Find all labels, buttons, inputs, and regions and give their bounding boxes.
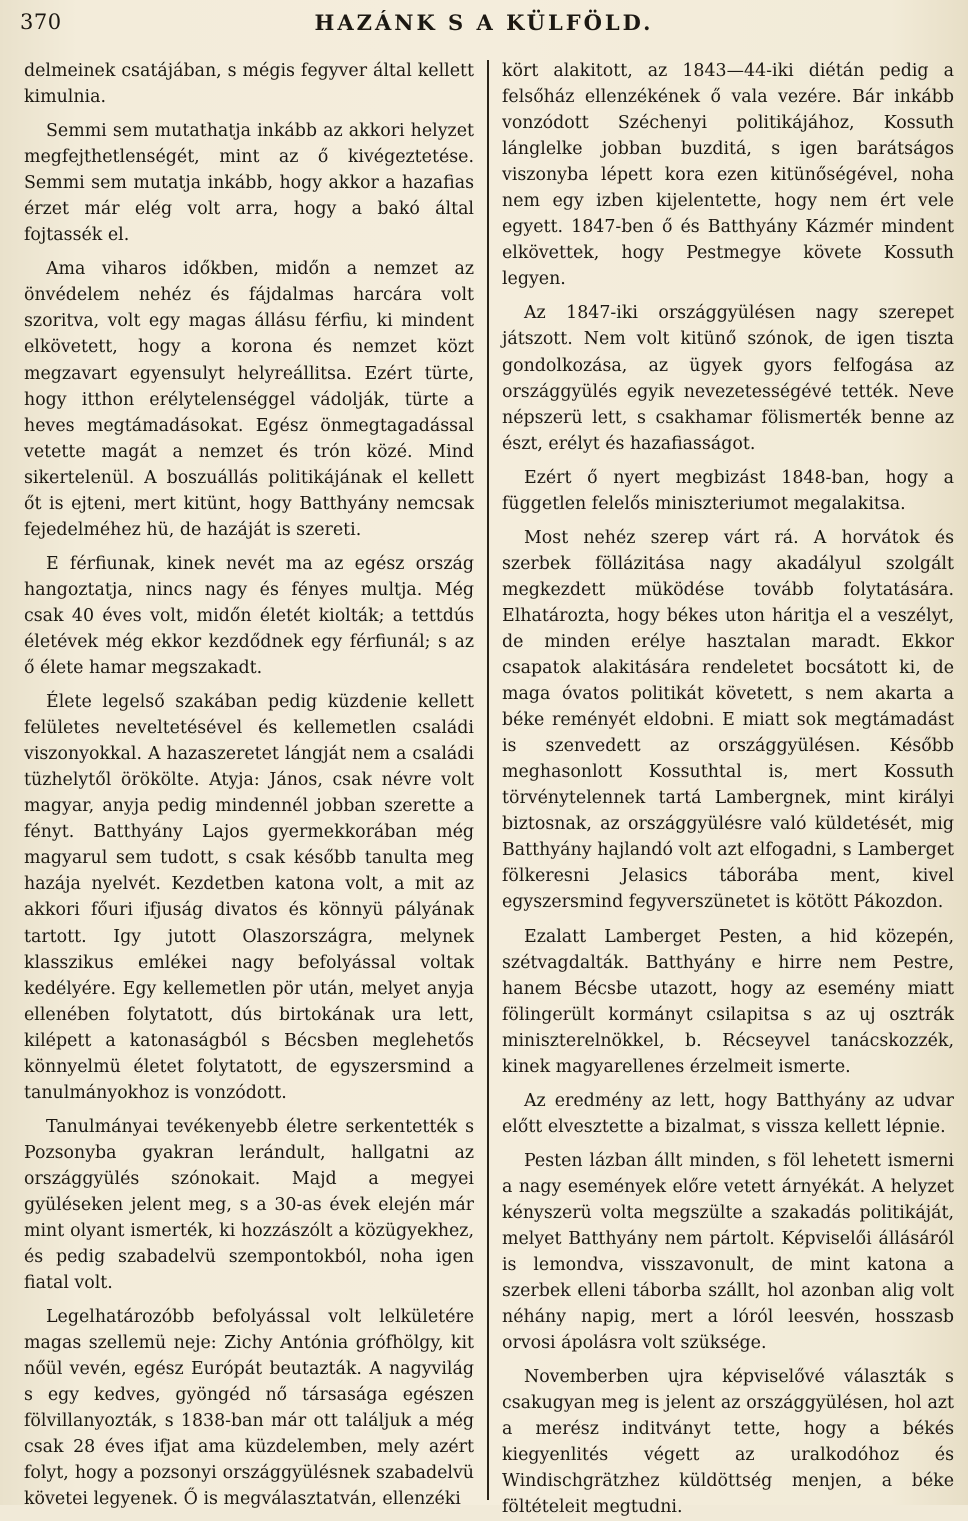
paragraph: Ezért ő nyert megbizást 1848-ban, hogy a független felelős miniszteriumot megalakitsa. xyxy=(502,467,954,514)
paragraph: Most nehéz szerep várt rá. A horvátok és szerbek föllázitása nagy akadályul szolgált megkezdett müködése tovább folytatására. Elhatározta, hogy békes uton háritja el a veszélyt, de minden erélye hasztalan maradt. Ekkor csapatok alakitására rendeletet bocsátott ki, de maga óvatos politikát követett, s nem akarta a béke reményét eldobni. E miatt sok megtámadást is szenvedett az országgyülésen. Később meghasonlott Kossuthtal is, mert Kossuth törvénytelennek tartá Lambergnek, mint királyi biztosnak, az országgyülésre való küldetését, mig Batthyány hajlandó volt azt elfogadni, s Lamberget fölkeresni Jelasics táborába ment, kivel egyszersmind fegyverszünetet is kötött Pákozdon. xyxy=(502,527,954,913)
paragraph: Novemberben ujra képviselővé választák s csakugyan meg is jelent az országgyülésen, hol azt a merész inditványt tette, hogy a békés kiegyenlités végett az uralkodóhoz és Windischgrätzhez küldöttség menjen, a béke föltételeit megtudni. xyxy=(502,1367,954,1518)
page-header xyxy=(20,8,948,42)
paragraph: delmeinek csatájában, s mégis fegyver által kellett kimulnia. xyxy=(24,61,474,108)
paragraph: Ezalatt Lamberget Pesten, a hid közepén, szétvagdalták. Batthyány e hirre nem Pestre, hanem Bécsbe utazott, hogy az esemény miatt fölingerült kormányt csilapitsa s az uj osztrák miniszterelnökkel, b. Récseyvel tanácskozzék, kinek magyarellenes érzelmeit ismerte. xyxy=(502,926,954,1077)
left-text-column xyxy=(24,58,474,1510)
page-number: 370 xyxy=(20,10,62,34)
right-text-column xyxy=(502,58,954,1518)
paragraph: Ama viharos időkben, midőn a nemzet az önvédelem nehéz és fájdalmas harcára volt szoritva, volt egy magas állásu férfiu, ki mindent elkövetett, hogy a korona és nemzet közt megzavart egyensulyt helyreállitsa. Ezért türte, hogy itthon erélytelenséggel vádolják, türte a heves megtámadásokat. Egész önmegtagadással vetette magát a nemzet és trón közé. Mind sikertelenül. A boszuállás politikájának el kellett őt is ejteni, mert kitünt, hogy Batthyány nemcsak fejedelméhez hü, de hazáját is szereti. xyxy=(24,259,474,540)
paragraph: Az eredmény az lett, hogy Batthyány az udvar előtt elvesztette a bizalmat, s vissza kellett lépnie. xyxy=(502,1090,954,1137)
paragraph: kört alakitott, az 1843—44-iki diétán pedig a felsőház ellenzékének ő vala vezére. Bár inkább vonzódott Széchenyi politikájához, Kossuth lánglelke jobban buzditá, s igen barátságos viszonyba lépett kora ezen kitünőségével, noha nem egy izben kijelentette, hogy nem ért vele egyett. 1847-ben ő és Batthyány Kázmér mindent elkövettek, hogy Pestmegye követe Kossuth legyen. xyxy=(502,61,954,290)
running-title: HAZÁNK S A KÜLFÖLD. xyxy=(314,10,654,35)
paragraph: E férfiunak, kinek nevét ma az egész ország hangoztatja, nincs nagy és fényes multja. Még csak 40 éves volt, midőn életét kiolták; a tettdús életévek még ekkor kezdődnek egy férfiunál; s az ő élete hamar megszakadt. xyxy=(24,553,474,679)
paragraph: Tanulmányai tevékenyebb életre serkentették s Pozsonyba gyakran lerándult, hallgatni az országgyülés szónokait. Majd a megyei gyüléseken jelent meg, s a 30-as évek elején már mint olyant ismerték, ki hozzászólt a közügyekhez, és pedig szabadelvü szempontokból, noha igen fiatal volt. xyxy=(24,1116,474,1294)
paragraph: Legelhatározóbb befolyással volt lelkületére magas szellemü neje: Zichy Antónia grófhölgy, kit nőül vevén, egész Európát beutazták. A nagyvilág s egy kedves, gyöngéd nő társasága egészen fölvillanyozták, s 1838-ban már ott találjuk a még csak 28 éves ifjat ama küzdelemben, mely azért folyt, hogy a pozsonyi országgyülésnek szabadelvü követei legyenek. Ő is megválasztatván, ellenzéki xyxy=(24,1307,474,1510)
paragraph: Az 1847-iki országgyülésen nagy szerepet játszott. Nem volt kitünő szónok, de igen tiszta gondolkozása, az ügyek gyors felfogása az országgyülés egyik nevezetességévé tették. Neve népszerü lett, s csakhamar fölismerték benne az észt, erélyt és hazafiasságot. xyxy=(502,303,954,454)
paragraph: Élete legelső szakában pedig küzdenie kellett felületes neveltetésével és kellemetlen családi viszonyokkal. A hazaszeretet lángját nem a családi tüzhelytől örökölte. Atyja: János, csak névre volt magyar, anyja pedig mindennél jobban szerette a fényt. Batthyány Lajos gyermekkorában még magyarul sem tudott, s csak később tanulta meg hazája nyelvét. Kezdetben katona volt, a mit az akkori főuri ifjuság divatos és könnyü pályának tartott. Igy jutott Olaszországra, melynek klasszikus emlékei nagy befolyással voltak kedélyére. Egy kellemetlen pör után, melyet anyja ellenében folytatott, dús birtokának ura lett, kilépett a katonaságból s Bécsben meglehetős könnyelmü életet folytatott, de egyszersmind a tanulmányokhoz is vonzódott. xyxy=(24,692,474,1103)
paragraph: Semmi sem mutathatja inkább az akkori helyzet megfejthetlenségét, mint az ő kivégeztetése. Semmi sem mutatja inkább, hogy akkor a hazafias érzet már elég volt arra, hogy a bakó által fojtassék el. xyxy=(24,121,474,246)
column-divider xyxy=(487,60,489,1500)
paragraph: Pesten lázban állt minden, s föl lehetett ismerni a nagy események előre vetett árnyékát. A helyzet kényszerü volta megszülte a szakadás politikáját, melyet Batthyány nem pártolt. Képviselői állásáról is lemondva, visszavonult, de mint katona a szerbek elleni táborba szállt, hol azonban alig volt néhány napig, mert a lóról leesvén, hosszasb orvosi ápolásra volt szüksége. xyxy=(502,1150,954,1354)
